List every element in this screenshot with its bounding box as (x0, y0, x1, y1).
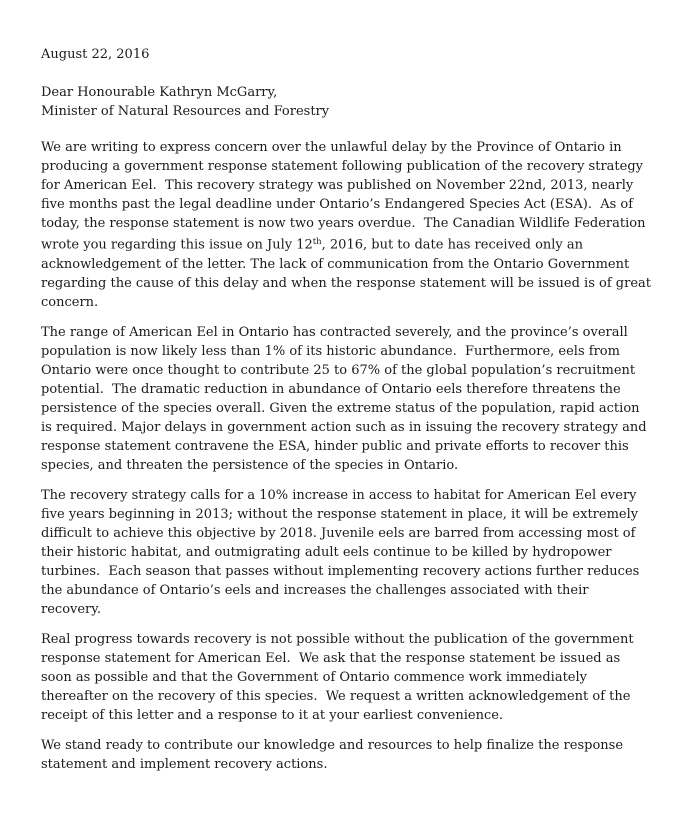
paragraph-line (41, 486, 648, 505)
letter-date: August 22, 2016 (41, 47, 150, 62)
text-segment: difficult to achieve this objective by 2018. Juvenile eels are barred from accessing most of (41, 525, 636, 541)
text-segment: response statement contravene the ESA, hinder public and private efforts to recover this (41, 438, 629, 454)
paragraph-line (41, 437, 648, 456)
paragraph-line (41, 418, 648, 437)
text-segment: potential. The dramatic reduction in abundance of Ontario eels therefore threatens the (41, 381, 621, 397)
text-segment: today, the response statement is now two years overdue. The Canadian Wildlife Federation (41, 216, 646, 231)
paragraph-line (41, 456, 648, 475)
text-segment: turbines. Each season that passes without implementing recovery actions further reduces (41, 563, 640, 579)
text-segment: We are writing to express concern over the unlawful delay by the Province of Ontario in (41, 140, 622, 155)
letter-salutation (41, 83, 648, 121)
paragraph-line (41, 214, 648, 233)
text-segment: their historic habitat, and outmigrating adult eels continue to be killed by hydropower (41, 544, 612, 560)
paragraph-line (41, 195, 648, 214)
text-segment: thereafter on the recovery of this species. We request a written acknowledgement of the (41, 688, 631, 704)
paragraph-line (41, 524, 648, 543)
text-segment: regarding the cause of this delay and when the response statement will be issued is of great (41, 275, 651, 291)
paragraph-line (41, 736, 648, 755)
text-segment: statement and implement recovery actions. (41, 756, 328, 772)
text-segment: population is now likely less than 1% of its historic abundance. Furthermore, eels from (41, 343, 620, 359)
paragraph-line (41, 176, 648, 195)
paragraph-line (41, 755, 648, 774)
text-segment: five years beginning in 2013; without the response statement in place, it will be extremely (41, 506, 639, 522)
text-segment: Real progress towards recovery is not possible without the publication of the government (41, 631, 634, 647)
text-segment: We stand ready to contribute our knowledge and resources to help finalize the response (41, 737, 624, 753)
paragraph-line (41, 649, 648, 668)
paragraph-line (41, 293, 648, 312)
paragraph-line (41, 630, 648, 649)
paragraph (41, 138, 651, 312)
text-segment: The range of American Eel in Ontario has contracted severely, and the province’s overall (41, 324, 628, 340)
text-segment: acknowledgement of the letter. The lack of communication from the Ontario Government (41, 256, 630, 272)
letter-body (41, 138, 651, 774)
paragraph-line (41, 668, 648, 687)
paragraph-line (41, 255, 648, 274)
paragraph-line (41, 562, 648, 581)
text-segment: , 2016, but to date has received only an (321, 237, 584, 253)
paragraph-line (41, 323, 648, 342)
text-segment: response statement for American Eel. We ask that the response statement be issued as (41, 650, 621, 666)
text-segment: for American Eel. This recovery strategy was published on November 22nd, 2013, nearly (41, 178, 634, 193)
text-segment: persistence of the species overall. Given the extreme status of the population, rapid action (41, 400, 640, 416)
paragraph-line (41, 581, 648, 600)
paragraph-line (41, 138, 648, 157)
paragraph-line (41, 505, 648, 524)
paragraph (41, 736, 648, 774)
paragraph-line (41, 157, 648, 176)
text-segment: soon as possible and that the Government of Ontario commence work immediately (41, 669, 587, 685)
paragraph-line (41, 543, 648, 562)
paragraph-line (41, 361, 648, 380)
text-segment: producing a government response statement following publication of the recovery strategy (41, 159, 643, 174)
text-segment: species, and threaten the persistence of the species in Ontario. (41, 457, 459, 473)
superscript-ordinal: th (312, 237, 322, 247)
paragraph (41, 323, 648, 475)
salutation-recipient-title: Minister of Natural Resources and Forestry (41, 104, 330, 119)
text-segment: receipt of this letter and a response to it at your earliest convenience. (41, 707, 504, 723)
text-segment: concern. (41, 294, 99, 310)
paragraph (41, 486, 648, 619)
text-segment: wrote you regarding this issue on July 12 (41, 237, 313, 253)
text-segment: five months past the legal deadline under Ontario’s Endangered Species Act (ESA). As of (41, 197, 634, 212)
text-segment: is required. Major delays in government action such as in issuing the recovery strategy and (41, 419, 647, 435)
salutation-recipient-name: Dear Honourable Kathryn McGarry, (41, 85, 278, 100)
paragraph-line (41, 233, 648, 255)
paragraph-line (41, 380, 648, 399)
text-segment: the abundance of Ontario’s eels and increases the challenges associated with their (41, 582, 589, 598)
paragraph-line (41, 342, 648, 361)
paragraph-line (41, 706, 648, 725)
text-segment: The recovery strategy calls for a 10% increase in access to habitat for American Eel every (41, 487, 637, 503)
paragraph (41, 630, 648, 725)
paragraph-line (41, 600, 648, 619)
paragraph-line (41, 274, 651, 293)
paragraph-line (41, 399, 648, 418)
paragraph-line (41, 687, 648, 706)
text-segment: recovery. (41, 601, 102, 617)
text-segment: Ontario were once thought to contribute 25 to 67% of the global population’s recruitment (41, 362, 636, 378)
